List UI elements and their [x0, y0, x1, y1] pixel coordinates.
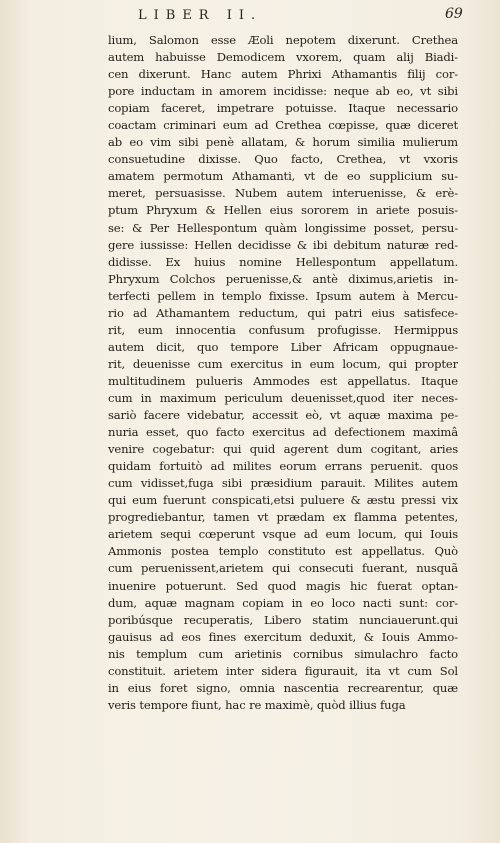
text-line: nuria esset, quo facto exercitus ad defectionem maximâ — [108, 425, 458, 440]
body-text — [108, 32, 458, 732]
text-line: lium, Salomon esse Æoli nepotem dixerunt. Crethea — [108, 33, 458, 47]
text-line: gere iussisse: Hellen decidisse & ibi debitum naturæ red- — [108, 237, 458, 252]
text-line: rit, eum innocentia confusum profugisse. Hermippus — [108, 322, 458, 337]
text-line: multitudinem pulueris Ammodes est appellatus. Itaque — [108, 373, 458, 388]
text-line: qui eum fuerunt conspicati,etsi puluere & æstu pressi vix — [108, 493, 458, 508]
text-line: consuetudine dixisse. Quo facto, Crethea, vt vxoris — [108, 152, 458, 167]
text-line: nis templum cum arietinis cornibus simulachro facto — [108, 646, 458, 661]
text-line: veris tempore fiunt, hac re maximè, quòd illius fuga — [108, 697, 406, 712]
text-line: gauisus ad eos fines exercitum deduxit, & Iouis Ammo- — [108, 629, 458, 644]
text-line: constituit. arietem inter sidera figurauit, ita vt cum Sol — [108, 663, 458, 678]
text-line: cum peruenissent,arietem qui consecuti fuerant, nusquã — [108, 561, 458, 576]
text-line: amatem permotum Athamanti, vt de eo supplicium su- — [108, 169, 458, 184]
running-head — [0, 6, 500, 26]
text-line: coactam criminari eum ad Crethea cœpisse, quæ diceret — [108, 118, 458, 133]
text-line: dum, aquæ magnam copiam in eo loco nacti sunt: cor- — [108, 595, 458, 610]
text-line: copiam faceret, impetrare potuisse. Itaque necessario — [108, 101, 458, 116]
text-line: didisse. Ex huius nomine Hellespontum appellatum. — [108, 254, 458, 269]
text-line: cum in maximum periculum deuenisset,quod iter neces- — [108, 390, 458, 405]
text-line: inuenire potuerunt. Sed quod magis hic fuerat optan- — [108, 578, 458, 593]
text-line: Ammonis postea templo constituto est appellatus. Quò — [108, 544, 458, 559]
text-line: se: & Per Hellespontum quàm longissime posset, persu- — [108, 220, 458, 235]
text-line: cum vidisset,fuga sibi præsidium parauit. Milites autem — [108, 476, 458, 491]
text-line: arietem sequi cœperunt vsque ad eum locum, qui Iouis — [108, 527, 458, 542]
text-line: cen dixerunt. Hanc autem Phrixi Athamantis filij cor- — [108, 67, 458, 82]
text-line: sariò facere videbatur, accessit eò, vt aquæ maxima pe- — [108, 408, 458, 423]
text-line: autem habuisse Demodicem vxorem, quam alij Biadi- — [108, 50, 458, 65]
text-line: ptum Phryxum & Hellen eius sororem in ariete posuis- — [108, 203, 458, 218]
text-line: venire cogebatur: qui quid agerent dum cogitant, aries — [108, 442, 458, 457]
text-line: meret, persuasisse. Nubem autem interuenisse, & erè- — [108, 186, 458, 201]
text-line: rio ad Athamantem reductum, qui patri eius satisfece- — [108, 305, 458, 320]
text-line: pore inductam in amorem incidisse: neque ab eo, vt sibi — [108, 84, 458, 99]
running-title: LIBER II. — [138, 8, 263, 23]
text-line: Phryxum Colchos peruenisse,& antè diximus,arietis in- — [108, 271, 458, 286]
text-line: progrediebantur, tamen vt prædam ex flamma petentes, — [108, 510, 458, 525]
text-line: in eius foret signo, omnia nascentia recrearentur, quæ — [108, 680, 458, 695]
text-line: terfecti pellem in templo fixisse. Ipsum autem à Mercu- — [108, 288, 458, 303]
text-line: ab eo vim sibi penè allatam, & horum similia mulierum — [108, 135, 458, 150]
text-line: autem dicit, quo tempore Liber Africam oppugnaue- — [108, 339, 458, 354]
text-line: rit, deuenisse cum exercitus in eum locum, qui propter — [108, 356, 458, 371]
text-line: quidam fortuitò ad milites eorum errans peruenit. quos — [108, 459, 458, 474]
text-line: poribúsque recuperatis, Libero statim nunciauerunt.qui — [108, 612, 458, 627]
page-number: 69 — [445, 6, 463, 22]
